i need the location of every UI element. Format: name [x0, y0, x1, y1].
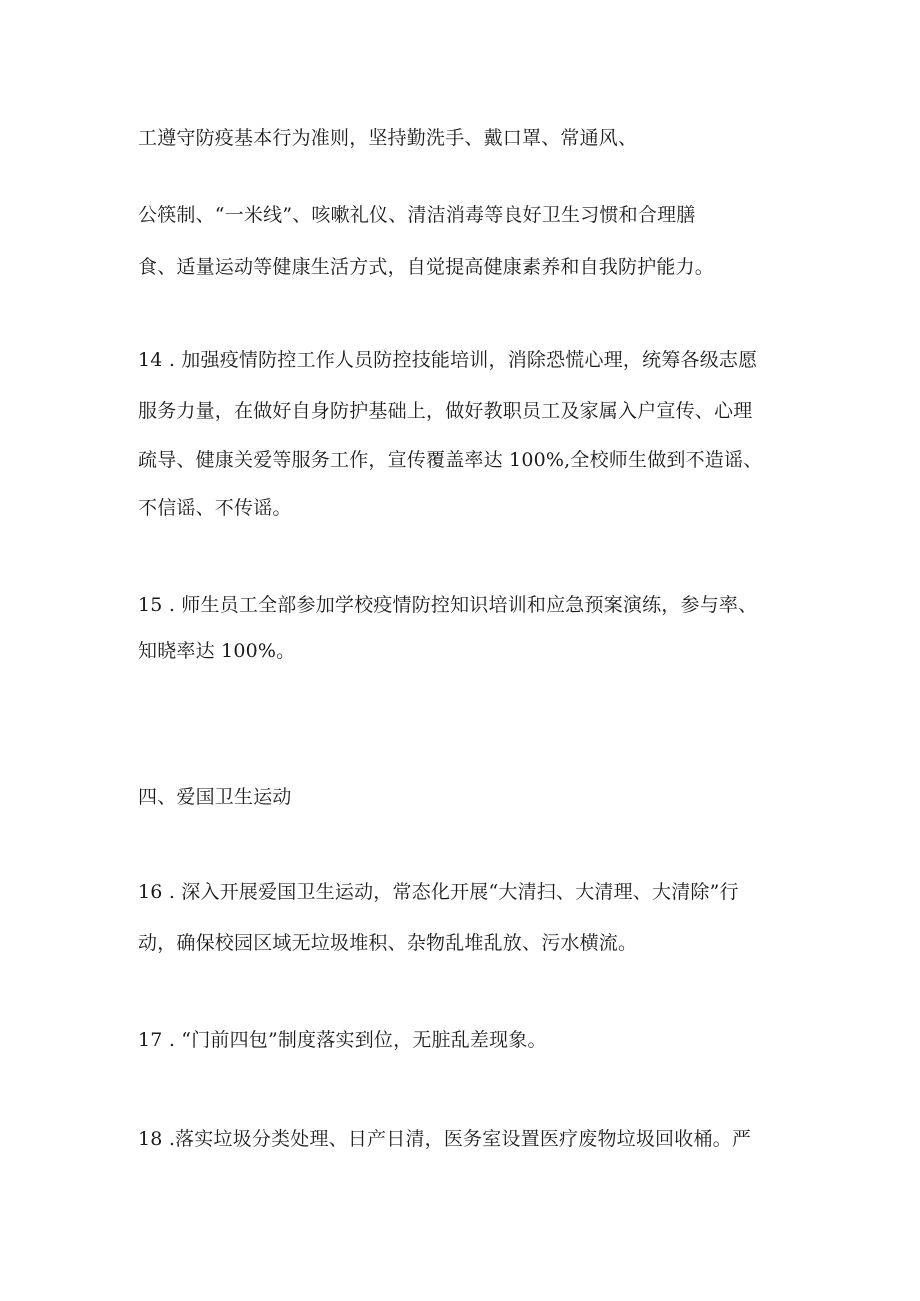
text-line: 知晓率达 100%。: [138, 640, 296, 662]
text-line: 18 .落实垃圾分类处理、日产日清，医务室设置医疗废物垃圾回收桶。严: [138, 1128, 752, 1150]
text-line: 疏导、健康关爱等服务工作，宣传覆盖率达 100%,全校师生做到不造谣、: [138, 449, 763, 471]
text-line: 食、适量运动等健康生活方式，自觉提高健康素养和自我防护能力。: [138, 256, 715, 278]
text-line: 14 . 加强疫情防控工作人员防控技能培训，消除恐慌心理，统筹各级志愿: [138, 349, 758, 371]
text-line: 工遵守防疫基本行为准则，坚持勤洗手、戴口罩、常通风、: [138, 127, 638, 149]
text-line: 公筷制、“一米线”、咳嗽礼仪、清洁消毒等良好卫生习惯和合理膳: [138, 204, 696, 226]
text-line: 16 . 深入开展爱国卫生运动，常态化开展“大清扫、大清理、大清除”行: [138, 881, 739, 903]
text-line: 15 . 师生员工全部参加学校疫情防控知识培训和应急预案演练，参与率、: [138, 594, 758, 616]
text-line: 不信谣、不传谣。: [138, 497, 292, 519]
text-line: 17 . “门前四包”制度落实到位，无脏乱差现象。: [138, 1029, 547, 1051]
text-line: 服务力量，在做好自身防护基础上，做好教职员工及家属入户宣传、心理: [138, 400, 753, 422]
text-line: 动，确保校园区域无垃圾堆积、杂物乱堆乱放、污水横流。: [138, 932, 638, 954]
section-heading: 四、爱国卫生运动: [138, 786, 292, 808]
